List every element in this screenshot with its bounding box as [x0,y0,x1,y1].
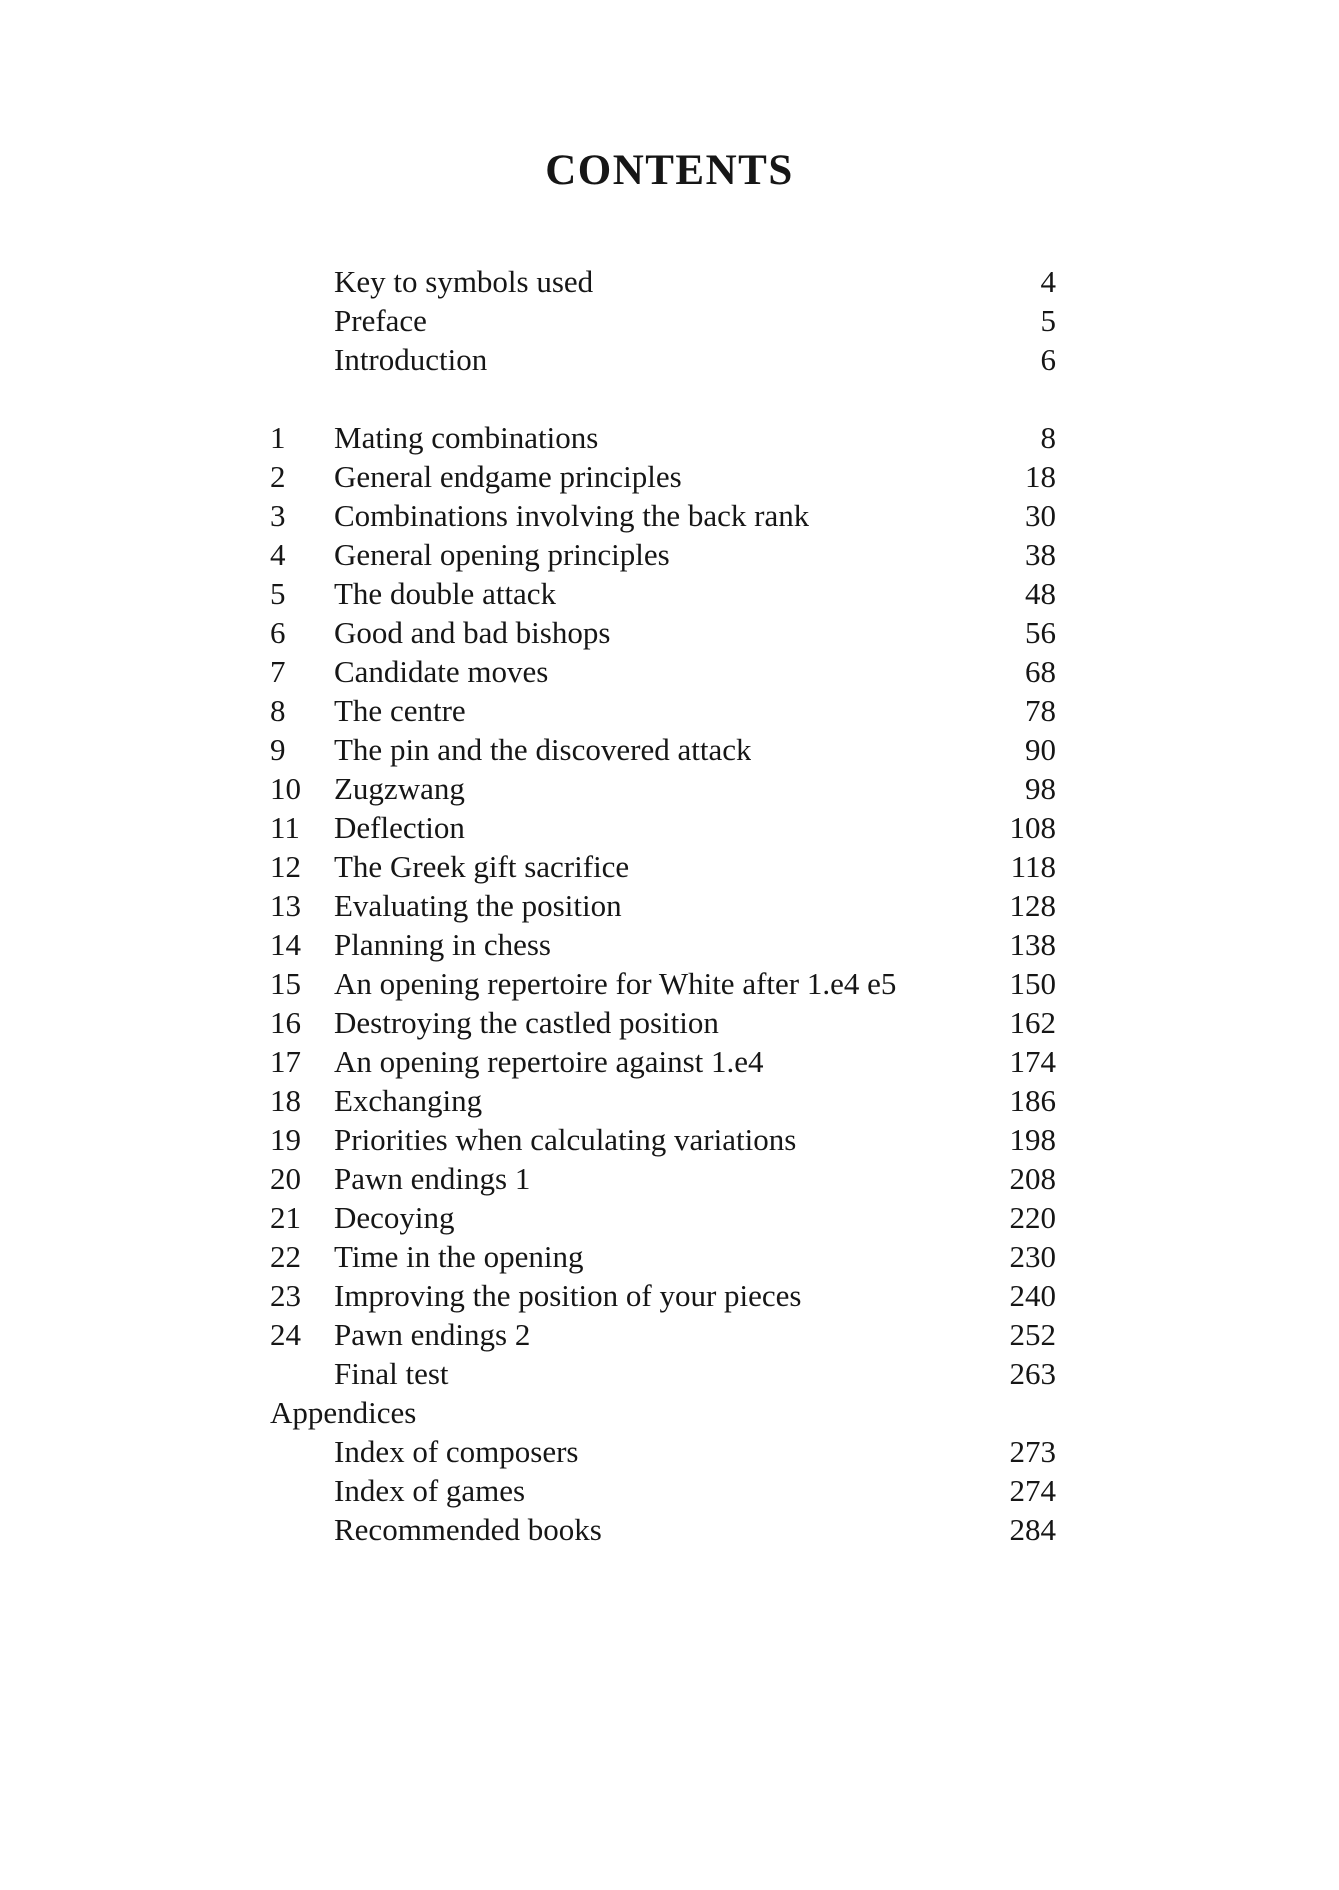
toc-entry [270,1003,1056,1042]
entry-title: Candidate moves [334,654,549,689]
entry-title: Pawn endings 2 [334,1317,531,1352]
entry-title: General opening principles [334,537,670,572]
toc-entry [270,691,1056,730]
toc-entry [270,652,1056,691]
page-number: 6 [1040,342,1056,377]
toc-entry [270,1120,1056,1159]
toc-entry [270,769,1056,808]
chapter-number: 2 [270,459,286,494]
chapter-number [270,262,334,301]
section-gap [270,379,1056,418]
page-number: 78 [1025,693,1056,728]
entry-title: Final test [334,1356,449,1391]
toc-entry [270,1198,1056,1237]
chapter-number: 10 [270,771,301,806]
table-of-contents [270,262,1056,1549]
entry-title: General endgame principles [334,459,682,494]
page-number: 56 [1025,615,1056,650]
page-number: 273 [1009,1434,1056,1469]
entry-title: The Greek gift sacrifice [334,849,630,884]
chapter-number: 17 [270,1044,301,1079]
toc-entry [270,1510,1056,1549]
toc-entry [270,925,1056,964]
page-number: 108 [1009,810,1056,845]
page-number: 128 [1009,888,1056,923]
toc-entry [270,613,1056,652]
toc-entry [270,262,1056,301]
entry-title: Combinations involving the back rank [334,498,810,533]
chapter-number [270,1432,334,1471]
toc-entry [270,418,1056,457]
chapter-number: 8 [270,693,286,728]
chapter-number: 18 [270,1083,301,1118]
entry-title: Time in the opening [334,1239,584,1274]
page-number: 240 [1009,1278,1056,1313]
toc-entry [270,1315,1056,1354]
entry-title: Evaluating the position [334,888,622,923]
page-number: 8 [1040,420,1056,455]
entry-title: Introduction [334,342,488,377]
entry-title: Deflection [334,810,465,845]
toc-entry [270,496,1056,535]
entry-title: Recommended books [334,1512,602,1547]
chapter-number [270,301,334,340]
chapter-number: 24 [270,1317,301,1352]
page-number: 4 [1040,264,1056,299]
page-number: 284 [1009,1512,1056,1547]
page-number: 174 [1009,1044,1056,1079]
entry-title: The pin and the discovered attack [334,732,752,767]
entry-title: Decoying [334,1200,455,1235]
chapter-number: 23 [270,1278,301,1313]
entry-title: The centre [334,693,466,728]
chapter-number: 21 [270,1200,301,1235]
toc-entry [270,535,1056,574]
toc-entry [270,1042,1056,1081]
chapter-number: 7 [270,654,286,689]
chapter-number: 16 [270,1005,301,1040]
chapter-number: 12 [270,849,301,884]
toc-entry [270,847,1056,886]
page-title: CONTENTS [545,147,794,194]
chapter-number: 11 [270,810,300,845]
chapter-number: 6 [270,615,286,650]
entry-title: Planning in chess [334,927,551,962]
toc-entry [270,1276,1056,1315]
toc-entry [270,457,1056,496]
chapter-number: 15 [270,966,301,1001]
page-number: 150 [1009,966,1056,1001]
entry-title: Priorities when calculating variations [334,1122,797,1157]
page-number: 186 [1009,1083,1056,1118]
chapter-number: 20 [270,1161,301,1196]
chapter-number: 3 [270,498,286,533]
page-number: 208 [1009,1161,1056,1196]
entry-title: Destroying the castled position [334,1005,719,1040]
page-number: 198 [1009,1122,1056,1157]
toc-entry [270,301,1056,340]
page-number: 5 [1040,303,1056,338]
toc-entry [270,1159,1056,1198]
chapter-number [270,1510,334,1549]
chapter-number [270,1354,334,1393]
entry-title: Index of composers [334,1434,579,1469]
page-number: 90 [1025,732,1056,767]
toc-entry [270,808,1056,847]
toc-entry [270,1432,1056,1471]
chapter-number: 5 [270,576,286,611]
page-number: 68 [1025,654,1056,689]
page-number: 118 [1010,849,1056,884]
page-number: 48 [1025,576,1056,611]
entry-title: Good and bad bishops [334,615,611,650]
page-number: 138 [1009,927,1056,962]
page-number: 220 [1009,1200,1056,1235]
toc-entry [270,574,1056,613]
toc-entry [270,730,1056,769]
chapter-number: 13 [270,888,301,923]
appendices-heading-row [270,1393,1056,1432]
entry-title: The double attack [334,576,557,611]
entry-title: An opening repertoire against 1.e4 [334,1044,764,1079]
entry-title: Preface [334,303,427,338]
toc-entry [270,1237,1056,1276]
chapter-number [270,340,334,379]
page-number: 38 [1025,537,1056,572]
toc-entry [270,340,1056,379]
entry-title: Key to symbols used [334,264,594,299]
entry-title: Index of games [334,1473,526,1508]
toc-entry [270,886,1056,925]
chapter-number: 22 [270,1239,301,1274]
toc-entry [270,1471,1056,1510]
entry-title: An opening repertoire for White after 1.e4 e5 [334,966,897,1001]
page-number: 274 [1009,1473,1056,1508]
page-number: 230 [1009,1239,1056,1274]
toc-entry [270,964,1056,1003]
entry-title: Exchanging [334,1083,483,1118]
page-number: 162 [1009,1005,1056,1040]
page-number: 252 [1009,1317,1056,1352]
chapter-number [270,1471,334,1510]
entry-title: Mating combinations [334,420,599,455]
entry-title: Zugzwang [334,771,465,806]
toc-entry [270,1081,1056,1120]
appendices-heading: Appendices [270,1395,417,1430]
chapter-number: 4 [270,537,286,572]
entry-title: Pawn endings 1 [334,1161,531,1196]
page-number: 263 [1009,1356,1056,1391]
page-number: 30 [1025,498,1056,533]
chapter-number: 14 [270,927,301,962]
page-number: 18 [1025,459,1056,494]
toc-entry [270,1354,1056,1393]
page-number: 98 [1025,771,1056,806]
chapter-number: 19 [270,1122,301,1157]
chapter-number: 9 [270,732,286,767]
entry-title: Improving the position of your pieces [334,1278,802,1313]
chapter-number: 1 [270,420,286,455]
